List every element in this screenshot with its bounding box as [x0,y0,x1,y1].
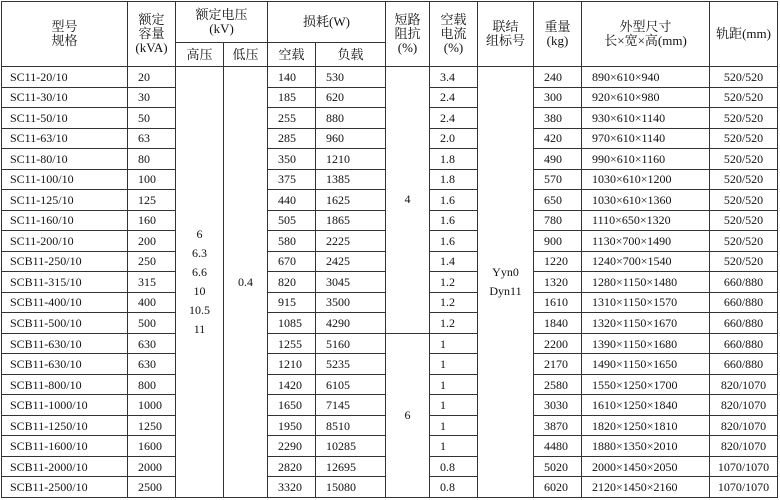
cell-line: 10 [193,284,206,299]
dimensions-cell: 1030×610×1200 [582,169,710,190]
table-row [2,333,778,354]
weight-cell: 1840 [534,313,582,334]
noload-loss-cell: 1085 [268,313,316,334]
model-cell: SCB11-1600/10 [2,436,128,457]
high-voltage-cell [176,67,224,498]
cell-line: Dyn11 [489,284,522,299]
cell-line: 空载 [440,12,467,28]
gauge-cell: 660/880 [710,333,778,354]
gauge-cell: 520/520 [710,108,778,129]
model-cell: SC11-80/10 [2,149,128,170]
header-loss-noload: 空载 [268,43,316,67]
spec-table [1,1,778,498]
header-capacity [128,2,176,67]
weight-cell: 5020 [534,456,582,477]
noload-loss-cell: 350 [268,149,316,170]
noload-loss-cell: 580 [268,231,316,252]
noload-loss-cell: 1210 [268,354,316,375]
noload-loss-cell: 140 [268,67,316,88]
weight-cell: 4480 [534,436,582,457]
gauge-cell: 520/520 [710,210,778,231]
cell-line: Yyn0 [492,265,519,280]
gauge-cell: 660/880 [710,313,778,334]
noload-current-cell: 0.8 [430,477,478,498]
gauge-cell: 1070/1070 [710,456,778,477]
cell-line: (%) [397,40,418,56]
dimensions-cell: 1280×1150×1480 [582,272,710,293]
noload-current-cell: 1.2 [430,272,478,293]
cell-line: 型号 [51,19,78,35]
model-cell: SCB11-630/10 [2,333,128,354]
capacity-cell: 20 [128,67,176,88]
cell-line: 电流 [440,26,467,42]
dimensions-cell: 890×610×940 [582,67,710,88]
weight-cell: 1320 [534,272,582,293]
weight-cell: 650 [534,190,582,211]
weight-cell: 240 [534,67,582,88]
noload-loss-cell: 375 [268,169,316,190]
dimensions-cell: 1310×1150×1570 [582,292,710,313]
dimensions-cell: 2120×1450×2160 [582,477,710,498]
header-voltage-high: 高压 [176,43,224,67]
cell-line: (kg) [546,33,569,49]
gauge-cell: 660/880 [710,354,778,375]
cell-line: (kV) [209,21,234,37]
dimensions-cell: 970×610×1140 [582,128,710,149]
noload-loss-cell: 3320 [268,477,316,498]
load-loss-cell: 620 [316,87,386,108]
noload-loss-cell: 820 [268,272,316,293]
weight-cell: 1610 [534,292,582,313]
header-impedance [386,2,430,67]
noload-loss-cell: 915 [268,292,316,313]
gauge-cell: 1070/1070 [710,477,778,498]
header-gauge: 轨距(mm) [710,2,778,67]
cell-line: 规格 [51,33,78,49]
load-loss-cell: 10285 [316,436,386,457]
load-loss-cell: 1625 [316,190,386,211]
gauge-cell: 520/520 [710,169,778,190]
dimensions-cell: 1130×700×1490 [582,231,710,252]
cell-line: 联结 [492,19,519,35]
load-loss-cell: 880 [316,108,386,129]
load-loss-cell: 6105 [316,374,386,395]
capacity-cell: 1250 [128,415,176,436]
capacity-cell: 30 [128,87,176,108]
capacity-cell: 100 [128,169,176,190]
header-vector-group [478,2,534,67]
weight-cell: 3870 [534,415,582,436]
impedance-cell: 6 [386,333,430,497]
dimensions-cell: 2000×1450×2050 [582,456,710,477]
model-cell: SCB11-315/10 [2,272,128,293]
model-cell: SC11-160/10 [2,210,128,231]
weight-cell: 570 [534,169,582,190]
load-loss-cell: 12695 [316,456,386,477]
noload-loss-cell: 2290 [268,436,316,457]
capacity-cell: 63 [128,128,176,149]
header-dimensions [582,2,710,67]
gauge-cell: 820/1070 [710,395,778,416]
noload-loss-cell: 505 [268,210,316,231]
header-voltage-low: 低压 [224,43,268,67]
cell-line: 外型尺寸 [619,19,672,35]
weight-cell: 380 [534,108,582,129]
model-cell: SCB11-1250/10 [2,415,128,436]
weight-cell: 780 [534,210,582,231]
capacity-cell: 125 [128,190,176,211]
load-loss-cell: 5235 [316,354,386,375]
noload-current-cell: 1 [430,374,478,395]
noload-current-cell: 1 [430,436,478,457]
cell-line: 额定 [138,12,165,28]
model-cell: SCB11-1000/10 [2,395,128,416]
load-loss-cell: 2225 [316,231,386,252]
model-cell: SCB11-250/10 [2,251,128,272]
load-loss-cell: 8510 [316,415,386,436]
dimensions-cell: 1490×1150×1650 [582,354,710,375]
noload-loss-cell: 185 [268,87,316,108]
noload-current-cell: 1.6 [430,231,478,252]
capacity-cell: 630 [128,354,176,375]
header-weight [534,2,582,67]
header-noload-current [430,2,478,67]
model-cell: SCB11-630/10 [2,354,128,375]
capacity-cell: 1000 [128,395,176,416]
weight-cell: 900 [534,231,582,252]
gauge-cell: 520/520 [710,128,778,149]
dimensions-cell: 1030×610×1360 [582,190,710,211]
cell-line: 重量 [544,19,571,35]
noload-loss-cell: 285 [268,128,316,149]
weight-cell: 490 [534,149,582,170]
noload-current-cell: 1 [430,415,478,436]
capacity-cell: 630 [128,333,176,354]
model-cell: SCB11-2000/10 [2,456,128,477]
dimensions-cell: 990×610×1160 [582,149,710,170]
gauge-cell: 660/880 [710,272,778,293]
noload-current-cell: 3.4 [430,67,478,88]
gauge-cell: 820/1070 [710,374,778,395]
gauge-cell: 520/520 [710,251,778,272]
load-loss-cell: 15080 [316,477,386,498]
load-loss-cell: 1865 [316,210,386,231]
cell-line: 组标号 [486,33,526,49]
model-cell: SC11-30/10 [2,87,128,108]
gauge-cell: 820/1070 [710,415,778,436]
noload-current-cell: 1 [430,333,478,354]
dimensions-cell: 1610×1250×1840 [582,395,710,416]
gauge-cell: 520/520 [710,149,778,170]
model-cell: SC11-50/10 [2,108,128,129]
noload-current-cell: 1.8 [430,169,478,190]
dimensions-cell: 1320×1150×1670 [582,313,710,334]
vector-group-cell [478,67,534,498]
noload-loss-cell: 1420 [268,374,316,395]
noload-loss-cell: 255 [268,108,316,129]
weight-cell: 1220 [534,251,582,272]
cell-line: 11 [193,322,206,337]
model-cell: SCB11-500/10 [2,313,128,334]
model-cell: SCB11-2500/10 [2,477,128,498]
cell-line: 6.3 [192,246,207,261]
gauge-cell: 660/880 [710,292,778,313]
dimensions-cell: 1550×1250×1700 [582,374,710,395]
cell-line: 6 [196,227,203,242]
cell-line: 长×宽×高(mm) [604,33,687,49]
low-voltage-cell: 0.4 [224,67,268,498]
header-loss-load: 负载 [316,43,386,67]
noload-current-cell: 2.4 [430,108,478,129]
load-loss-cell: 1210 [316,149,386,170]
noload-current-cell: 0.8 [430,456,478,477]
capacity-cell: 800 [128,374,176,395]
weight-cell: 2200 [534,333,582,354]
model-cell: SC11-100/10 [2,169,128,190]
header-loss: 损耗(W) [268,2,386,43]
noload-loss-cell: 1650 [268,395,316,416]
load-loss-cell: 7145 [316,395,386,416]
dimensions-cell: 1110×650×1320 [582,210,710,231]
weight-cell: 300 [534,87,582,108]
load-loss-cell: 5160 [316,333,386,354]
weight-cell: 2580 [534,374,582,395]
cell-line: (kVA) [135,40,168,56]
cell-line: 容量 [138,26,165,42]
noload-current-cell: 1 [430,395,478,416]
noload-loss-cell: 440 [268,190,316,211]
weight-cell: 2170 [534,354,582,375]
dimensions-cell: 1820×1250×1810 [582,415,710,436]
gauge-cell: 520/520 [710,67,778,88]
capacity-cell: 250 [128,251,176,272]
capacity-cell: 2000 [128,456,176,477]
noload-current-cell: 1.2 [430,313,478,334]
load-loss-cell: 3045 [316,272,386,293]
load-loss-cell: 4290 [316,313,386,334]
capacity-cell: 1600 [128,436,176,457]
noload-current-cell: 1.8 [430,149,478,170]
header-model [2,2,128,67]
noload-current-cell: 1.2 [430,292,478,313]
load-loss-cell: 530 [316,67,386,88]
dimensions-cell: 1880×1350×2010 [582,436,710,457]
weight-cell: 420 [534,128,582,149]
noload-current-cell: 2.4 [430,87,478,108]
cell-line: 短路 [394,12,421,28]
cell-line: 阻抗 [394,26,421,42]
header-voltage [176,2,268,43]
capacity-cell: 200 [128,231,176,252]
gauge-cell: 520/520 [710,87,778,108]
noload-loss-cell: 1255 [268,333,316,354]
gauge-cell: 820/1070 [710,436,778,457]
noload-loss-cell: 670 [268,251,316,272]
cell-line: 6.6 [192,265,207,280]
capacity-cell: 315 [128,272,176,293]
model-cell: SC11-125/10 [2,190,128,211]
dimensions-cell: 1240×700×1540 [582,251,710,272]
noload-current-cell: 1 [430,354,478,375]
load-loss-cell: 3500 [316,292,386,313]
cell-line: 额定电压 [195,7,248,23]
capacity-cell: 500 [128,313,176,334]
load-loss-cell: 2425 [316,251,386,272]
load-loss-cell: 1385 [316,169,386,190]
capacity-cell: 400 [128,292,176,313]
table-row [2,67,778,88]
weight-cell: 6020 [534,477,582,498]
capacity-cell: 2500 [128,477,176,498]
load-loss-cell: 960 [316,128,386,149]
model-cell: SC11-63/10 [2,128,128,149]
dimensions-cell: 1390×1150×1680 [582,333,710,354]
noload-loss-cell: 1950 [268,415,316,436]
model-cell: SCB11-400/10 [2,292,128,313]
noload-current-cell: 2.0 [430,128,478,149]
noload-loss-cell: 2820 [268,456,316,477]
capacity-cell: 160 [128,210,176,231]
cell-line: 10.5 [189,303,210,318]
noload-current-cell: 1.4 [430,251,478,272]
capacity-cell: 50 [128,108,176,129]
noload-current-cell: 1.6 [430,210,478,231]
model-cell: SC11-20/10 [2,67,128,88]
gauge-cell: 520/520 [710,190,778,211]
dimensions-cell: 920×610×980 [582,87,710,108]
gauge-cell: 520/520 [710,231,778,252]
impedance-cell: 4 [386,67,430,334]
cell-line: (%) [443,40,464,56]
model-cell: SCB11-800/10 [2,374,128,395]
capacity-cell: 80 [128,149,176,170]
weight-cell: 3030 [534,395,582,416]
model-cell: SC11-200/10 [2,231,128,252]
noload-current-cell: 1.6 [430,190,478,211]
dimensions-cell: 930×610×1140 [582,108,710,129]
